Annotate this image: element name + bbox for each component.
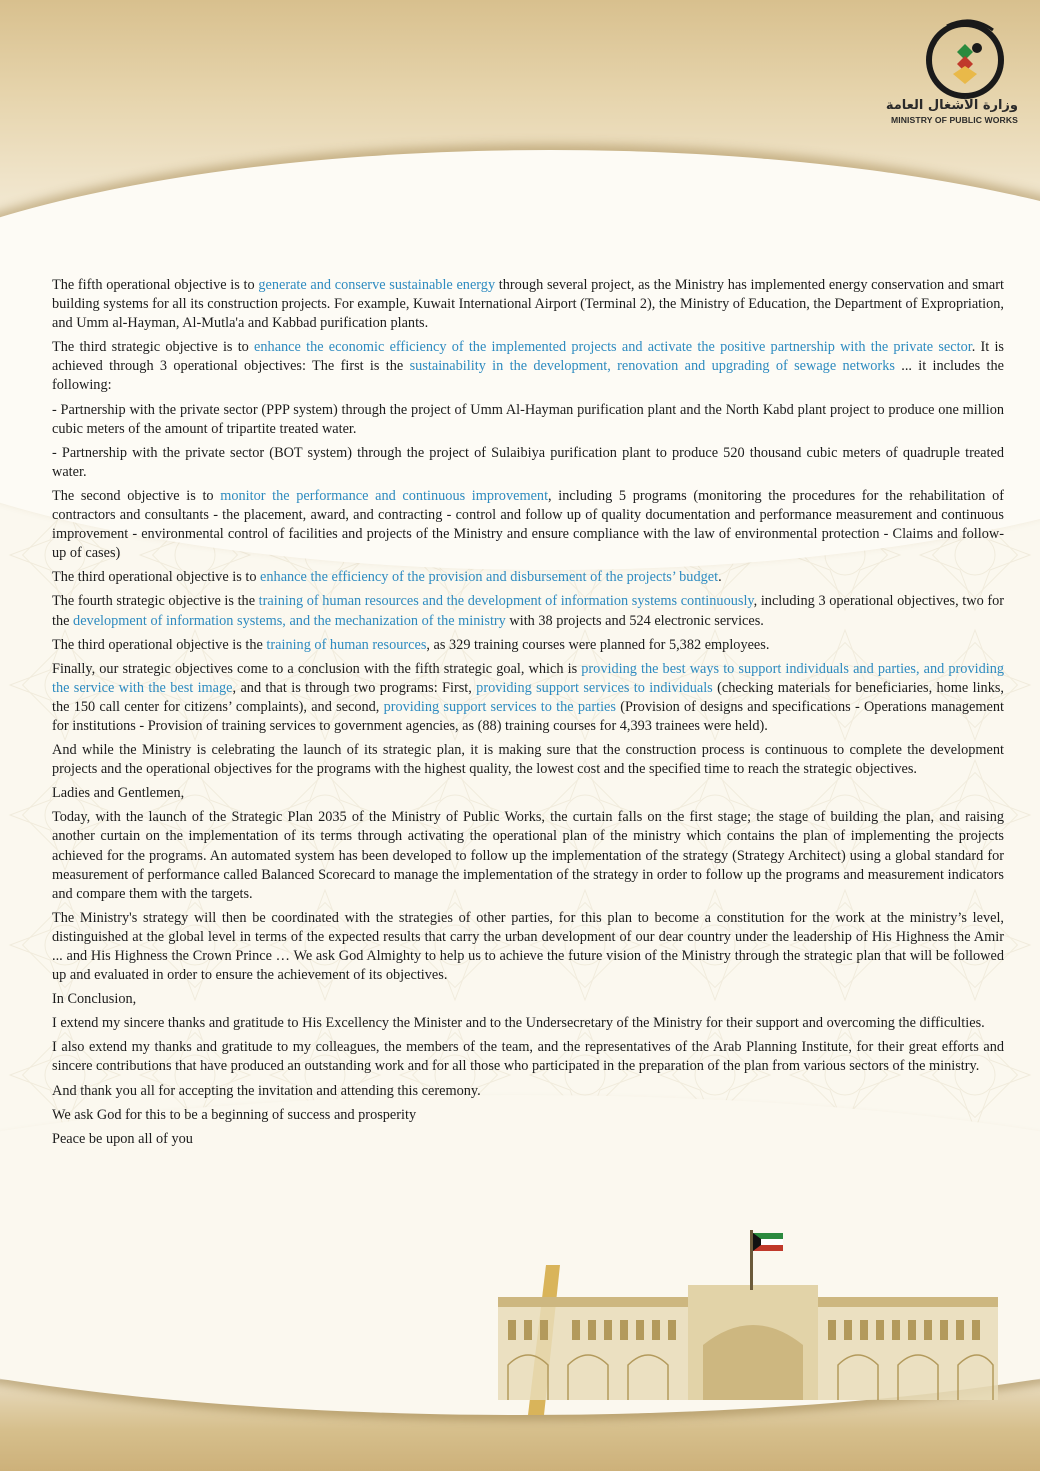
text-run: I also extend my thanks and gratitude to my colleagues, the members of the team, and the representatives of the Arab Planning Institute, for their great efforts and sincere contributions that have produced an outstanding work and for all those who participated in the preparation of the plan from various sectors of the ministry. [52, 1039, 1004, 1075]
paragraph [52, 660, 1004, 736]
text-run: The fifth operational objective is to [52, 277, 259, 293]
text-run: And thank you all for accepting the invitation and attending this ceremony. [52, 1082, 481, 1099]
text-run: - Partnership with the private sector (PPP system) through the project of Umm Al-Hayman purification plant and the North Kabd plant project to produce one million cubic meters of the amount of tripartite treated water. [52, 401, 1004, 437]
paragraph [52, 338, 1004, 395]
logo-arabic-name: وزارة الأشغال العامة [885, 98, 1018, 113]
text-run: Ladies and Gentlemen, [52, 785, 185, 802]
paragraph [52, 444, 1004, 482]
paragraph [52, 636, 1004, 655]
paragraph [52, 1106, 1004, 1125]
paragraph [52, 1038, 1004, 1076]
paragraph [52, 741, 1004, 779]
paragraph [52, 784, 1004, 803]
paragraph [52, 1082, 1004, 1101]
paragraph [52, 568, 1004, 587]
paragraph [52, 592, 1004, 630]
paragraph [52, 276, 1004, 333]
ministry-building-illustration [488, 1225, 1010, 1415]
highlighted-phrase: providing the best ways to support individuals and parties, and providing the service with the best image [52, 660, 1004, 696]
speech-body [52, 276, 1004, 1154]
text-run: In Conclusion, [52, 991, 137, 1008]
text-run: with 38 projects and 524 electronic services. [505, 612, 764, 629]
text-run: (checking materials for beneficiaries, home links, the 150 call center for citizens’ complaints), and second, [52, 679, 1004, 715]
text-run: . [718, 569, 722, 586]
highlighted-phrase: training of human resources [266, 636, 427, 653]
paragraph [52, 401, 1004, 439]
paragraph [52, 909, 1004, 985]
text-run: through several project, as the Ministry has implemented energy conservation and smart building systems for all its construction projects. For example, Kuwait International Airport (Terminal 2), the Ministry of Education, the Department of Expropriation, and Umm al-Hayman, Al-Mutla'a and Kabbad purification plants. [52, 277, 1004, 332]
text-run: , and that is through two programs: First, [232, 679, 477, 696]
highlighted-phrase: training of human resources and the development of information systems continuously [258, 593, 754, 610]
highlighted-phrase: sustainability in the development, renovation and upgrading of sewage networks [409, 358, 895, 375]
text-run: Peace be upon all of you [52, 1130, 193, 1147]
text-run: The third strategic objective is to [52, 339, 255, 356]
text-run: , including 3 operational objectives, two for the [52, 593, 1004, 629]
text-run: (Provision of designs and specifications - Operations management for institutions - Provision of training services to government agencies, as (88) training courses for 4,393 trainees were held). [52, 698, 1004, 734]
highlighted-phrase: generate and conserve sustainable energy [258, 277, 496, 293]
paragraph [52, 990, 1004, 1009]
text-run: I extend my sincere thanks and gratitude to His Excellency the Minister and to the Undersecretary of the Ministry for their support and overcoming the difficulties. [52, 1015, 985, 1032]
text-run: , as 329 training courses were planned for 5,382 employees. [426, 636, 770, 653]
highlighted-phrase: enhance the economic efficiency of the implemented projects and activate the positive partnership with the private sector [254, 339, 972, 356]
paragraph [52, 487, 1004, 563]
text-run: The Ministry's strategy will then be coordinated with the strategies of other parties, for this plan to become a constitution for the work at the ministry’s level, distinguished at the global level in terms of the expected results that carry the urban development of our dear country under the leadership of His Highness the Amir ... and His Highness the Crown Prince … We ask God Almighty to help us to achieve the future vision of the Ministry through the strategic plan that will be followed up and evaluated in order to ensure the achievement of its objectives. [52, 909, 1004, 984]
highlighted-phrase: providing support services to the parties [383, 698, 616, 715]
text-run: Finally, our strategic objectives come to a conclusion with the fifth strategic goal, which is [52, 660, 582, 677]
highlighted-phrase: monitor the performance and continuous improvement [220, 487, 549, 504]
text-run: The third operational objective is to [52, 569, 261, 586]
text-run: ... it includes the following: [52, 358, 1004, 394]
paragraph [52, 1014, 1004, 1033]
logo-english-name: MINISTRY OF PUBLIC WORKS [890, 115, 1018, 125]
text-run: . It is achieved through 3 operational objectives: The first is the [52, 339, 1004, 375]
text-run: Today, with the launch of the Strategic Plan 2035 of the Ministry of Public Works, the curtain falls on the first stage; the stage of building the plan, and raising another curtain on the implementation of its terms through activating the operational plan of the ministry which contains the plan of implementing the projects achieved for the programs. An automated system has been developed to follow up the implementation of the strategy (Strategy Architect) using a global standard for measurement of performance called Balanced Scorecard to manage the implementation of the strategy in order to follow up the programs and measurement indicators and compare them with the targets. [52, 809, 1004, 902]
highlighted-phrase: enhance the efficiency of the provision and disbursement of the projects’ budget [260, 569, 719, 586]
text-run: - Partnership with the private sector (BOT system) through the project of Sulaibiya purification plant to produce 520 thousand cubic meters of quadruple treated water. [52, 444, 1004, 480]
text-run: The third operational objective is the [52, 636, 267, 653]
highlighted-phrase: providing support services to individuals [476, 679, 713, 696]
text-run: , including 5 programs (monitoring the procedures for the rehabilitation of contractors and consultants - the placement, award, and contracting - control and follow up of quality documentation and performance measurement and continuous improvement - environmental control of facilities and projects of the Ministry and ensure compliance with the law of environmental protection - Claims and follow-up of cases) [52, 487, 1004, 562]
highlighted-phrase: development of information systems, and the mechanization of the ministry [73, 612, 506, 629]
paragraph [52, 808, 1004, 903]
text-run: The second objective is to [52, 487, 221, 504]
paragraph [52, 1130, 1004, 1149]
text-run: The fourth strategic objective is the [52, 593, 259, 610]
text-run: And while the Ministry is celebrating the launch of its strategic plan, it is making sure that the construction process is continuous to complete the development projects and the operational objectives for the programs with the highest quality, the lowest cost and the specified time to reach the strategic objectives. [52, 742, 1004, 778]
text-run: We ask God for this to be a beginning of success and prosperity [52, 1106, 417, 1123]
